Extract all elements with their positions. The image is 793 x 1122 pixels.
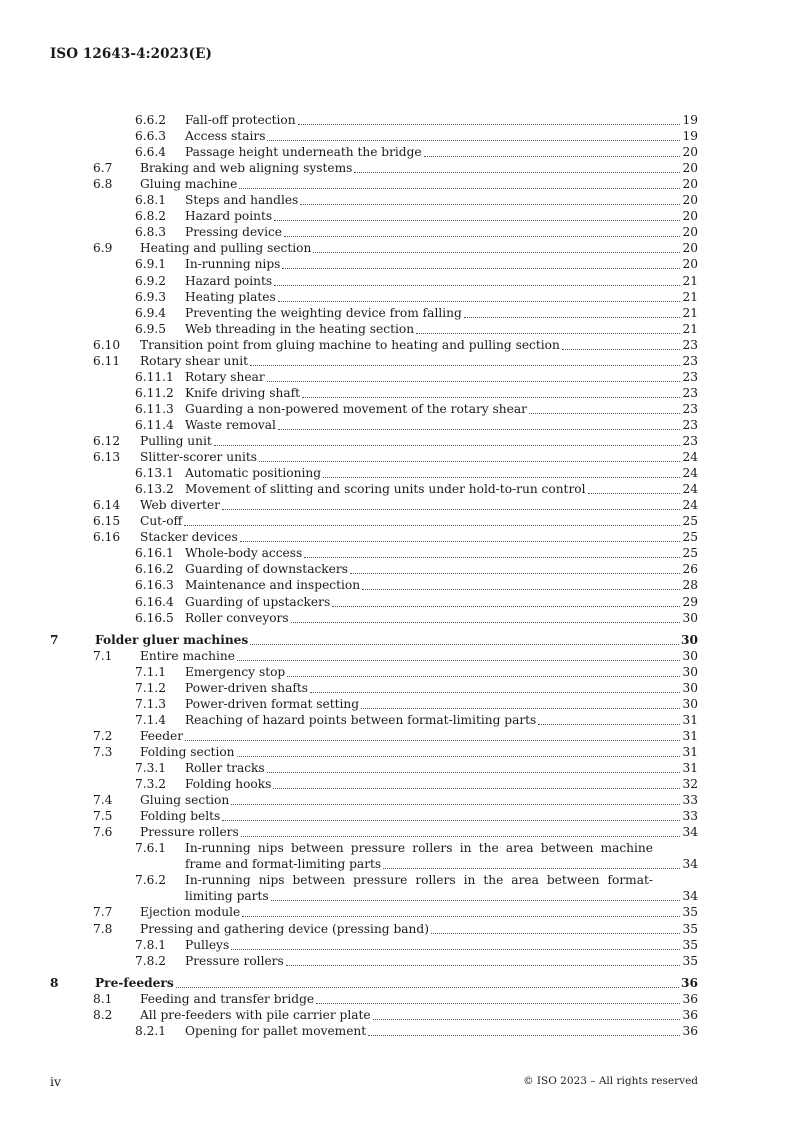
toc-entry-title-line2: frame and format-limiting parts <box>185 857 382 872</box>
toc-entry-page: 34 <box>682 857 698 872</box>
dot-leader <box>267 140 680 141</box>
toc-entry-page: 21 <box>682 305 698 320</box>
toc-entry-page: 32 <box>682 777 698 792</box>
toc-entry[interactable] <box>0 744 793 760</box>
copyright-notice: © ISO 2023 – All rights reserved <box>523 1075 698 1087</box>
toc-entry-title: Knife driving shaft <box>185 385 301 400</box>
dot-leader <box>237 756 681 757</box>
toc-entry-title: Web threading in the heating section <box>185 321 415 336</box>
toc-entry-number: 6.8.2 <box>135 209 167 224</box>
toc-entry-page: 35 <box>682 905 698 920</box>
dot-leader <box>562 349 681 350</box>
toc-entry-page: 24 <box>682 498 698 513</box>
toc-entry-title: Emergency stop <box>185 664 286 679</box>
toc-entry-number: 6.15 <box>93 514 121 529</box>
toc-entry[interactable] <box>0 321 793 337</box>
dot-leader <box>284 236 680 237</box>
toc-entry-number: 6.13.2 <box>135 482 174 497</box>
dot-leader <box>323 477 680 478</box>
toc-entry-number: 7.3.2 <box>135 777 167 792</box>
toc-entry-page: 20 <box>682 225 698 240</box>
toc-entry-number: 7.6.1 <box>135 841 167 856</box>
toc-entry-title: Transition point from gluing machine to heating and pulling section <box>140 337 560 352</box>
toc-entry-title: Access stairs <box>185 129 266 144</box>
toc-entry-number: 7.6.2 <box>135 873 167 888</box>
toc-entry-number: 7.1.2 <box>135 680 167 695</box>
toc-entry-title-line1: In-running nips between pressure rollers in the area between format- <box>185 873 653 888</box>
dot-leader <box>240 541 681 542</box>
toc-entry-title: Automatic positioning <box>185 466 322 481</box>
toc-entry-number: 7.1.3 <box>135 696 167 711</box>
dot-leader <box>368 1035 680 1036</box>
toc-entry-page: 34 <box>682 825 698 840</box>
dot-leader <box>298 124 681 125</box>
toc-entry[interactable] <box>0 792 793 808</box>
dot-leader <box>464 317 681 318</box>
toc-entry-number: 6.14 <box>93 498 121 513</box>
toc-entry-number: 6.8 <box>93 177 113 192</box>
dot-leader <box>538 724 680 725</box>
toc-entry-number: 6.9.4 <box>135 305 167 320</box>
toc-entry-number: 6.9.3 <box>135 289 167 304</box>
toc-entry-number: 6.13.1 <box>135 466 174 481</box>
toc-entry-number: 7.7 <box>93 905 113 920</box>
toc-entry-title: Pulling unit <box>140 434 212 448</box>
toc-entry[interactable] <box>0 594 793 610</box>
dot-leader <box>239 188 680 189</box>
toc-entry-title: Power-driven format setting <box>185 696 360 711</box>
toc-entry-number: 6.11.1 <box>135 369 174 384</box>
toc-entry-page: 35 <box>682 921 698 936</box>
toc-entry-title: Fall-off protection <box>185 113 296 127</box>
toc-entry-title: All pre-feeders with pile carrier plate <box>140 1007 371 1022</box>
toc-entry[interactable] <box>0 401 793 417</box>
toc-entry-page: 20 <box>682 257 698 272</box>
toc-entry-page: 23 <box>682 434 698 448</box>
dot-leader <box>241 836 681 837</box>
dot-leader <box>300 204 680 205</box>
toc-entry-number: 7.5 <box>93 809 113 824</box>
toc-entry-page: 28 <box>682 578 698 593</box>
dot-leader <box>282 268 680 269</box>
toc-entry-title: Heating plates <box>185 289 276 304</box>
toc-entry[interactable] <box>0 953 793 969</box>
dot-leader <box>231 949 680 950</box>
toc-entry-number: 6.16.1 <box>135 546 174 561</box>
toc-entry-page: 24 <box>682 450 698 465</box>
toc-entry-page: 33 <box>682 809 698 824</box>
toc-entry-number: 6.16.2 <box>135 562 174 577</box>
toc-entry-page: 20 <box>682 241 698 256</box>
toc-entry[interactable] <box>0 369 793 385</box>
toc-entry-page: 33 <box>682 793 698 808</box>
toc-entry-number: 6.10 <box>93 337 121 352</box>
toc-entry-title: Guarding a non-powered movement of the rotary shear <box>185 401 527 416</box>
toc-entry-number: 6.8.1 <box>135 193 167 208</box>
toc-entry-title: Hazard points <box>185 273 273 288</box>
toc-entry-title: Folding section <box>140 744 235 759</box>
toc-entry-title: Gluing section <box>140 793 230 808</box>
toc-entry-title: Roller tracks <box>185 761 265 775</box>
toc-entry-title: Feeder <box>140 728 184 743</box>
toc-entry-page: 36 <box>682 1007 698 1022</box>
dot-leader <box>529 413 681 414</box>
toc-entry-number: 6.6.3 <box>135 129 167 144</box>
toc-entry[interactable] <box>0 417 793 433</box>
toc-entry[interactable] <box>0 921 793 937</box>
dot-leader <box>222 509 681 510</box>
dot-leader <box>287 676 680 677</box>
toc-entry-title: Guarding of upstackers <box>185 594 331 609</box>
toc-entry-title: Rotary shear unit <box>140 353 249 368</box>
toc-entry[interactable] <box>0 561 793 577</box>
toc-entry[interactable] <box>0 192 793 208</box>
dot-leader <box>242 916 680 917</box>
toc-entry[interactable] <box>0 289 793 305</box>
toc-entry-title: Braking and web aligning systems <box>140 161 353 176</box>
toc-entry[interactable] <box>0 760 793 776</box>
dot-leader <box>350 573 681 574</box>
dot-leader <box>286 965 681 966</box>
toc-entry-page: 24 <box>682 466 698 481</box>
toc-entry-number: 7.2 <box>93 728 113 743</box>
toc-entry-title: Steps and handles <box>185 193 299 208</box>
toc-entry-title: Pressure rollers <box>185 953 284 968</box>
toc-entry-title: Folding belts <box>140 809 221 824</box>
toc-entry-title: Hazard points <box>185 209 273 224</box>
toc-entry-title: Guarding of downstackers <box>185 562 348 577</box>
toc-entry-page: 23 <box>682 385 698 400</box>
toc-entry-number: 7 <box>50 632 59 647</box>
toc-entry-page: 20 <box>682 145 698 160</box>
toc-entry-title: Heating and pulling section <box>140 241 312 256</box>
toc-entry-title: Folder gluer machines <box>95 632 249 647</box>
toc-entry-title: Feeding and transfer bridge <box>140 991 315 1006</box>
toc-entry-title: Power-driven shafts <box>185 680 309 695</box>
toc-entry[interactable] <box>0 1023 793 1039</box>
dot-leader <box>267 772 681 773</box>
dot-leader <box>259 461 680 462</box>
dot-leader <box>316 1003 680 1004</box>
toc-entry-title: Cut-off <box>140 514 183 529</box>
toc-entry[interactable] <box>0 577 793 593</box>
toc-entry-number: 7.8.1 <box>135 937 167 952</box>
toc-entry-number: 6.9.5 <box>135 321 167 336</box>
toc-entry-title-line1: In-running nips between pressure rollers in the area between machine <box>185 841 653 856</box>
toc-entry[interactable] <box>0 680 793 696</box>
toc-entry-title: Pressure rollers <box>140 825 239 840</box>
toc-entry[interactable] <box>0 256 793 272</box>
toc-entry-title: Reaching of hazard points between format-limiting parts <box>185 712 537 727</box>
toc-entry-page: 30 <box>681 632 698 647</box>
toc-entry-number: 7.8.2 <box>135 953 167 968</box>
dot-leader <box>588 493 681 494</box>
toc-entry-title: Web diverter <box>140 498 220 513</box>
toc-entry-number: 7.1.4 <box>135 712 167 727</box>
dot-leader <box>222 820 680 821</box>
toc-entry-number: 7.8 <box>93 921 113 936</box>
toc-entry[interactable] <box>0 385 793 401</box>
toc-entry[interactable] <box>0 545 793 561</box>
toc-entry-number: 6.13 <box>93 450 121 465</box>
toc-entry[interactable] <box>0 433 793 449</box>
toc-entry-number: 7.1 <box>93 648 113 663</box>
toc-entry-page: 30 <box>682 680 698 695</box>
toc-entry[interactable] <box>0 664 793 680</box>
toc-entry[interactable] <box>0 872 793 904</box>
toc-entry-page: 23 <box>682 369 698 384</box>
toc-entry[interactable] <box>0 240 793 256</box>
toc-entry[interactable] <box>0 465 793 481</box>
toc-entry-title: Pre-feeders <box>95 975 174 990</box>
toc-entry-page: 31 <box>682 761 698 775</box>
toc-entry-page: 31 <box>682 728 698 743</box>
toc-entry-title: Roller conveyors <box>185 610 289 625</box>
toc-entry[interactable] <box>0 975 793 991</box>
toc-entry-title: Preventing the weighting device from falling <box>185 305 462 320</box>
toc-entry-page: 30 <box>682 648 698 663</box>
dot-leader <box>278 429 681 430</box>
dot-leader <box>361 708 680 709</box>
toc-entry-number: 6.7 <box>93 161 113 176</box>
dot-leader <box>431 933 681 934</box>
toc-entry-title: Gluing machine <box>140 177 238 192</box>
toc-entry[interactable] <box>0 824 793 840</box>
toc-entry[interactable] <box>0 160 793 176</box>
toc-entry-number: 7.3.1 <box>135 761 167 775</box>
toc-entry[interactable] <box>0 513 793 529</box>
toc-entry-number: 6.16.4 <box>135 594 174 609</box>
toc-entry-title: Rotary shear <box>185 369 265 384</box>
toc-entry-title-line2: limiting parts <box>185 889 269 904</box>
toc-entry-page: 19 <box>682 113 698 127</box>
toc-entry-title: Pulleys <box>185 937 230 952</box>
dot-leader <box>273 788 680 789</box>
toc-entry-page: 25 <box>682 514 698 529</box>
toc-entry[interactable] <box>0 481 793 497</box>
toc-entry[interactable] <box>0 208 793 224</box>
toc-entry[interactable] <box>0 937 793 953</box>
dot-leader <box>416 333 680 334</box>
dot-leader <box>310 692 680 693</box>
toc-entry-title: Folding hooks <box>185 777 272 792</box>
dot-leader <box>354 172 680 173</box>
toc-entry[interactable] <box>0 728 793 744</box>
toc-entry-page: 36 <box>682 1023 698 1038</box>
dot-leader <box>271 900 681 901</box>
toc-entry-title: Stacker devices <box>140 530 238 545</box>
toc-entry[interactable] <box>0 632 793 648</box>
toc-entry-page: 24 <box>682 482 698 497</box>
toc-entry-page: 23 <box>682 353 698 368</box>
toc-entry[interactable] <box>0 337 793 353</box>
toc-entry-number: 8.1 <box>93 991 113 1006</box>
dot-leader <box>214 445 681 446</box>
toc-entry-number: 6.16.5 <box>135 610 174 625</box>
toc-entry-number: 6.16 <box>93 530 121 545</box>
toc-entry-number: 6.6.2 <box>135 113 167 127</box>
toc-entry-page: 34 <box>682 889 698 904</box>
toc-entry[interactable] <box>0 904 793 920</box>
toc-entry-number: 8.2 <box>93 1007 113 1022</box>
toc-entry[interactable] <box>0 305 793 321</box>
dot-leader <box>176 987 679 988</box>
toc-entry-page: 23 <box>682 337 698 352</box>
dot-leader <box>250 365 680 366</box>
toc-entry[interactable] <box>0 353 793 369</box>
toc-entry-page: 30 <box>682 610 698 625</box>
toc-entry-page: 23 <box>682 401 698 416</box>
toc-entry[interactable] <box>0 712 793 728</box>
toc-entry-page: 36 <box>682 991 698 1006</box>
toc-entry[interactable] <box>0 273 793 289</box>
toc-entry-page: 20 <box>682 177 698 192</box>
toc-entry[interactable] <box>0 696 793 712</box>
toc-entry[interactable] <box>0 1007 793 1023</box>
toc-entry-title: In-running nips <box>185 257 281 272</box>
dot-leader <box>373 1019 681 1020</box>
toc-entry-number: 6.16.3 <box>135 578 174 593</box>
toc-entry-title: Opening for pallet movement <box>185 1023 367 1038</box>
toc-entry-page: 25 <box>682 546 698 561</box>
toc-entry[interactable] <box>0 648 793 664</box>
toc-entry[interactable] <box>0 112 793 128</box>
toc-entry-page: 35 <box>682 937 698 952</box>
toc-entry-number: 6.11.2 <box>135 385 174 400</box>
toc-entry-number: 6.9.2 <box>135 273 167 288</box>
dot-leader <box>302 397 680 398</box>
toc-entry[interactable] <box>0 176 793 192</box>
toc-entry-title: Slitter-scorer units <box>140 450 258 465</box>
toc-entry-number: 6.11 <box>93 353 121 368</box>
dot-leader <box>424 156 681 157</box>
toc-entry-number: 6.6.4 <box>135 145 167 160</box>
toc-entry-number: 6.9 <box>93 241 113 256</box>
toc-entry-page: 29 <box>682 594 698 609</box>
dot-leader <box>291 622 681 623</box>
toc-entry-number: 6.12 <box>93 434 121 448</box>
toc-entry-number: 7.3 <box>93 744 113 759</box>
toc-entry-page: 35 <box>682 953 698 968</box>
dot-leader <box>383 868 680 869</box>
toc-entry-page: 25 <box>682 530 698 545</box>
dot-leader <box>274 285 680 286</box>
toc-entry-title: Movement of slitting and scoring units under hold-to-run control <box>185 482 586 497</box>
toc-entry-page: 20 <box>682 209 698 224</box>
toc-entry-page: 30 <box>682 664 698 679</box>
toc-entry[interactable] <box>0 224 793 240</box>
toc-entry-page: 36 <box>681 975 698 990</box>
toc-entry-title: Passage height underneath the bridge <box>185 145 422 160</box>
toc-entry[interactable] <box>0 610 793 626</box>
toc-entry-title: Ejection module <box>140 905 241 920</box>
dot-leader <box>362 589 680 590</box>
toc-entry[interactable] <box>0 991 793 1007</box>
toc-entry-title: Pressing device <box>185 225 283 240</box>
dot-leader <box>332 606 680 607</box>
toc-entry-title: Whole-body access <box>185 546 303 561</box>
toc-entry-number: 6.11.4 <box>135 417 174 432</box>
dot-leader <box>267 381 681 382</box>
dot-leader <box>313 252 680 253</box>
toc-entry-number: 8 <box>50 975 59 990</box>
toc-entry-page: 21 <box>682 273 698 288</box>
dot-leader <box>250 644 679 645</box>
toc-entry-page: 21 <box>682 289 698 304</box>
toc-entry-title: Pressing and gathering device (pressing band) <box>140 921 429 936</box>
toc-entry[interactable] <box>0 808 793 824</box>
toc-entry-page: 30 <box>682 696 698 711</box>
toc-entry-title: Maintenance and inspection <box>185 578 361 593</box>
toc-entry-number: 7.1.1 <box>135 664 167 679</box>
toc-entry[interactable] <box>0 144 793 160</box>
toc-entry-title: Entire machine <box>140 648 235 663</box>
dot-leader <box>274 220 680 221</box>
dot-leader <box>185 740 680 741</box>
toc-entry-page: 20 <box>682 193 698 208</box>
toc-entry[interactable] <box>0 529 793 545</box>
toc-entry[interactable] <box>0 776 793 792</box>
toc-entry-page: 19 <box>682 129 698 144</box>
toc-entry-page: 21 <box>682 321 698 336</box>
toc-entry-number: 6.8.3 <box>135 225 167 240</box>
dot-leader <box>184 525 680 526</box>
document-header: ISO 12643-4:2023(E) <box>50 46 213 62</box>
toc-entry[interactable] <box>0 449 793 465</box>
page-number: iv <box>50 1074 62 1089</box>
toc-entry-page: 20 <box>682 161 698 176</box>
toc-entry-page: 31 <box>682 712 698 727</box>
toc-entry[interactable] <box>0 840 793 872</box>
toc-entry-title: Waste removal <box>185 417 276 432</box>
dot-leader <box>231 804 680 805</box>
toc-entry-number: 7.4 <box>93 793 113 808</box>
toc-entry-page: 26 <box>682 562 698 577</box>
dot-leader <box>304 557 680 558</box>
dot-leader <box>237 660 681 661</box>
toc-entry[interactable] <box>0 128 793 144</box>
toc-entry-page: 23 <box>682 417 698 432</box>
toc-entry-number: 7.6 <box>93 825 113 840</box>
toc-entry-number: 6.9.1 <box>135 257 167 272</box>
toc-entry-page: 31 <box>682 744 698 759</box>
toc-entry[interactable] <box>0 497 793 513</box>
toc-entry-number: 8.2.1 <box>135 1023 167 1038</box>
dot-leader <box>278 301 681 302</box>
toc-entry-number: 6.11.3 <box>135 401 174 416</box>
